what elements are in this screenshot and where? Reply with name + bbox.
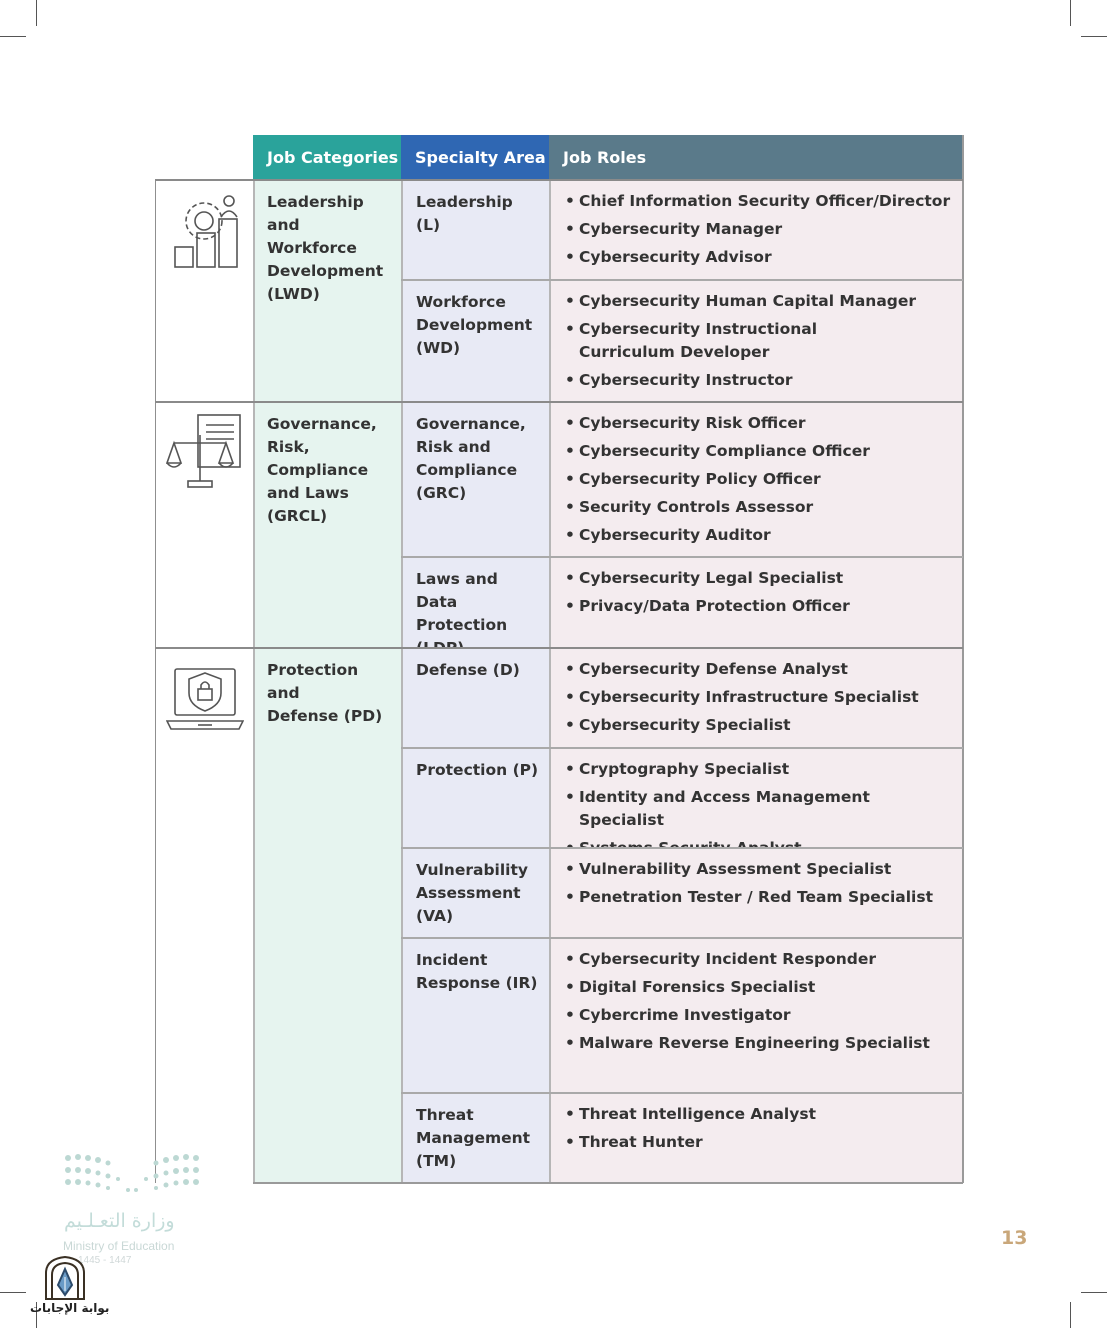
job-role: • Cybersecurity Legal Specialist <box>565 567 953 590</box>
specialty-line: (WD) <box>416 339 461 357</box>
crop-mark <box>1070 1302 1071 1328</box>
specialty-line: (GRC) <box>416 484 467 502</box>
job-role: • Cybersecurity Human Capital Manager <box>565 290 953 313</box>
row-divider <box>401 747 963 749</box>
gear-person-bar-chart-icon <box>166 193 244 271</box>
specialty-line: Response (IR) <box>416 974 538 992</box>
job-role: • Cybersecurity Infrastructure Specialist <box>565 686 953 709</box>
crop-mark <box>0 1292 26 1293</box>
scales-document-icon <box>166 413 244 491</box>
category-line: Protection and <box>267 661 359 702</box>
column-divider <box>253 179 255 1183</box>
row-divider <box>401 937 963 939</box>
specialty-line: Risk and <box>416 438 491 456</box>
job-role: • Cryptography Specialist <box>565 758 953 781</box>
category-lwd <box>253 179 401 401</box>
pen-nib-logo-icon <box>42 1255 88 1301</box>
row-divider <box>155 647 963 649</box>
specialty-line: Vulnerability <box>416 861 528 879</box>
specialty-line: Laws and Data <box>416 570 498 611</box>
crop-mark <box>1081 1292 1107 1293</box>
header-job-categories: Job Categories <box>253 135 401 179</box>
ministry-logo-dots-icon <box>62 1152 202 1202</box>
column-divider <box>401 179 403 1183</box>
row-divider <box>401 1092 963 1094</box>
category-line: Leadership <box>267 193 364 211</box>
row-divider <box>401 556 963 558</box>
job-role: • Cybersecurity Incident Responder <box>565 948 953 971</box>
job-role: • Cybersecurity Manager <box>565 218 953 241</box>
row-divider <box>155 401 963 403</box>
category-line: and Laws <box>267 484 349 502</box>
job-role: • Cybersecurity Risk Officer <box>565 412 953 435</box>
roles-protection <box>549 747 963 847</box>
icon-cell-pd <box>155 647 253 1183</box>
header-job-roles: Job Roles <box>549 135 963 179</box>
specialty-protection <box>401 747 549 847</box>
job-role: • Cybersecurity Instructor <box>565 369 953 392</box>
roles-defense <box>549 647 963 747</box>
job-role: • Chief Information Security Officer/Director <box>565 190 953 213</box>
job-role: • Cybersecurity Policy Officer <box>565 468 953 491</box>
job-role: • Cybersecurity Advisor <box>565 246 953 269</box>
crop-mark <box>1081 36 1107 37</box>
row-divider <box>401 847 963 849</box>
specialty-line: Defense (D) <box>416 661 520 679</box>
job-role: • Malware Reverse Engineering Specialist <box>565 1032 953 1055</box>
category-line: Risk, <box>267 438 310 456</box>
roles-grc <box>549 401 963 556</box>
row-divider <box>401 279 963 281</box>
job-role: • Cybercrime Investigator <box>565 1004 953 1027</box>
roles-incident-response <box>549 937 963 1092</box>
column-divider <box>962 135 964 1183</box>
column-divider <box>549 179 551 1183</box>
job-role: • Cybersecurity Defense Analyst <box>565 658 953 681</box>
job-role: • Privacy/Data Protection Officer <box>565 595 953 618</box>
page-number: 13 <box>1001 1227 1028 1249</box>
category-pd <box>253 647 401 1183</box>
specialty-vulnerability-assessment <box>401 847 549 937</box>
roles-ldp <box>549 556 963 647</box>
ministry-name-english: Ministry of Education <box>63 1239 175 1253</box>
specialty-line: Protection (P) <box>416 761 539 779</box>
crop-mark <box>1070 0 1071 26</box>
job-role: • Threat Hunter <box>565 1131 953 1154</box>
crop-mark <box>0 36 26 37</box>
roles-workforce-development <box>549 279 963 401</box>
specialty-line: Incident <box>416 951 488 969</box>
ministry-year: 1445 - 1447 <box>78 1255 132 1266</box>
category-line: Development <box>267 262 384 280</box>
row-divider <box>253 1182 963 1184</box>
specialty-defense <box>401 647 549 747</box>
specialty-line: (TM) <box>416 1152 457 1170</box>
specialty-grc <box>401 401 549 556</box>
job-role: • Vulnerability Assessment Specialist <box>565 858 953 881</box>
header-specialty-area: Specialty Area <box>401 135 549 179</box>
row-divider <box>155 179 963 181</box>
specialty-line: Development <box>416 316 533 334</box>
specialty-line: Compliance <box>416 461 518 479</box>
specialty-line: Workforce <box>416 293 506 311</box>
category-grcl <box>253 401 401 647</box>
category-line: Governance, <box>267 415 377 433</box>
ministry-name-arabic: وزارة التعـلـيم <box>64 1210 175 1232</box>
specialty-incident-response <box>401 937 549 1092</box>
job-role: • Cybersecurity Compliance Officer <box>565 440 953 463</box>
category-line: and Workforce <box>267 216 357 257</box>
laptop-shield-lock-icon <box>166 659 244 737</box>
crop-mark <box>36 0 37 26</box>
specialty-line: Assessment <box>416 884 521 902</box>
specialty-line: Protection <box>416 616 508 634</box>
specialty-line: Threat <box>416 1106 474 1124</box>
watermark-text: بوابة الإجابات <box>30 1301 110 1315</box>
job-role: • Cybersecurity Specialist <box>565 714 953 737</box>
job-roles-table <box>155 135 963 1183</box>
roles-vulnerability-assessment <box>549 847 963 937</box>
specialty-line: Management <box>416 1129 531 1147</box>
specialty-line: Leadership (L) <box>416 193 513 234</box>
category-line: (LWD) <box>267 285 320 303</box>
icon-cell-lwd <box>155 179 253 401</box>
specialty-threat-management <box>401 1092 549 1183</box>
category-line: (GRCL) <box>267 507 328 525</box>
specialty-line: Governance, <box>416 415 526 433</box>
job-role: • Penetration Tester / Red Team Specialist <box>565 886 953 909</box>
category-line: Defense (PD) <box>267 707 383 725</box>
job-role: • Digital Forensics Specialist <box>565 976 953 999</box>
job-role: • Threat Intelligence Analyst <box>565 1103 953 1126</box>
roles-leadership <box>549 179 963 279</box>
specialty-leadership <box>401 179 549 279</box>
job-role: • Cybersecurity Instructional Curriculum Developer <box>565 318 953 364</box>
job-role: • Cybersecurity Auditor <box>565 524 953 547</box>
category-line: Compliance <box>267 461 369 479</box>
roles-threat-management <box>549 1092 963 1183</box>
specialty-line: (VA) <box>416 907 454 925</box>
job-role: • Security Controls Assessor <box>565 496 953 519</box>
specialty-workforce-development <box>401 279 549 401</box>
job-role: • Identity and Access Management Specialist <box>565 786 953 832</box>
specialty-ldp <box>401 556 549 647</box>
icon-cell-grcl <box>155 401 253 647</box>
